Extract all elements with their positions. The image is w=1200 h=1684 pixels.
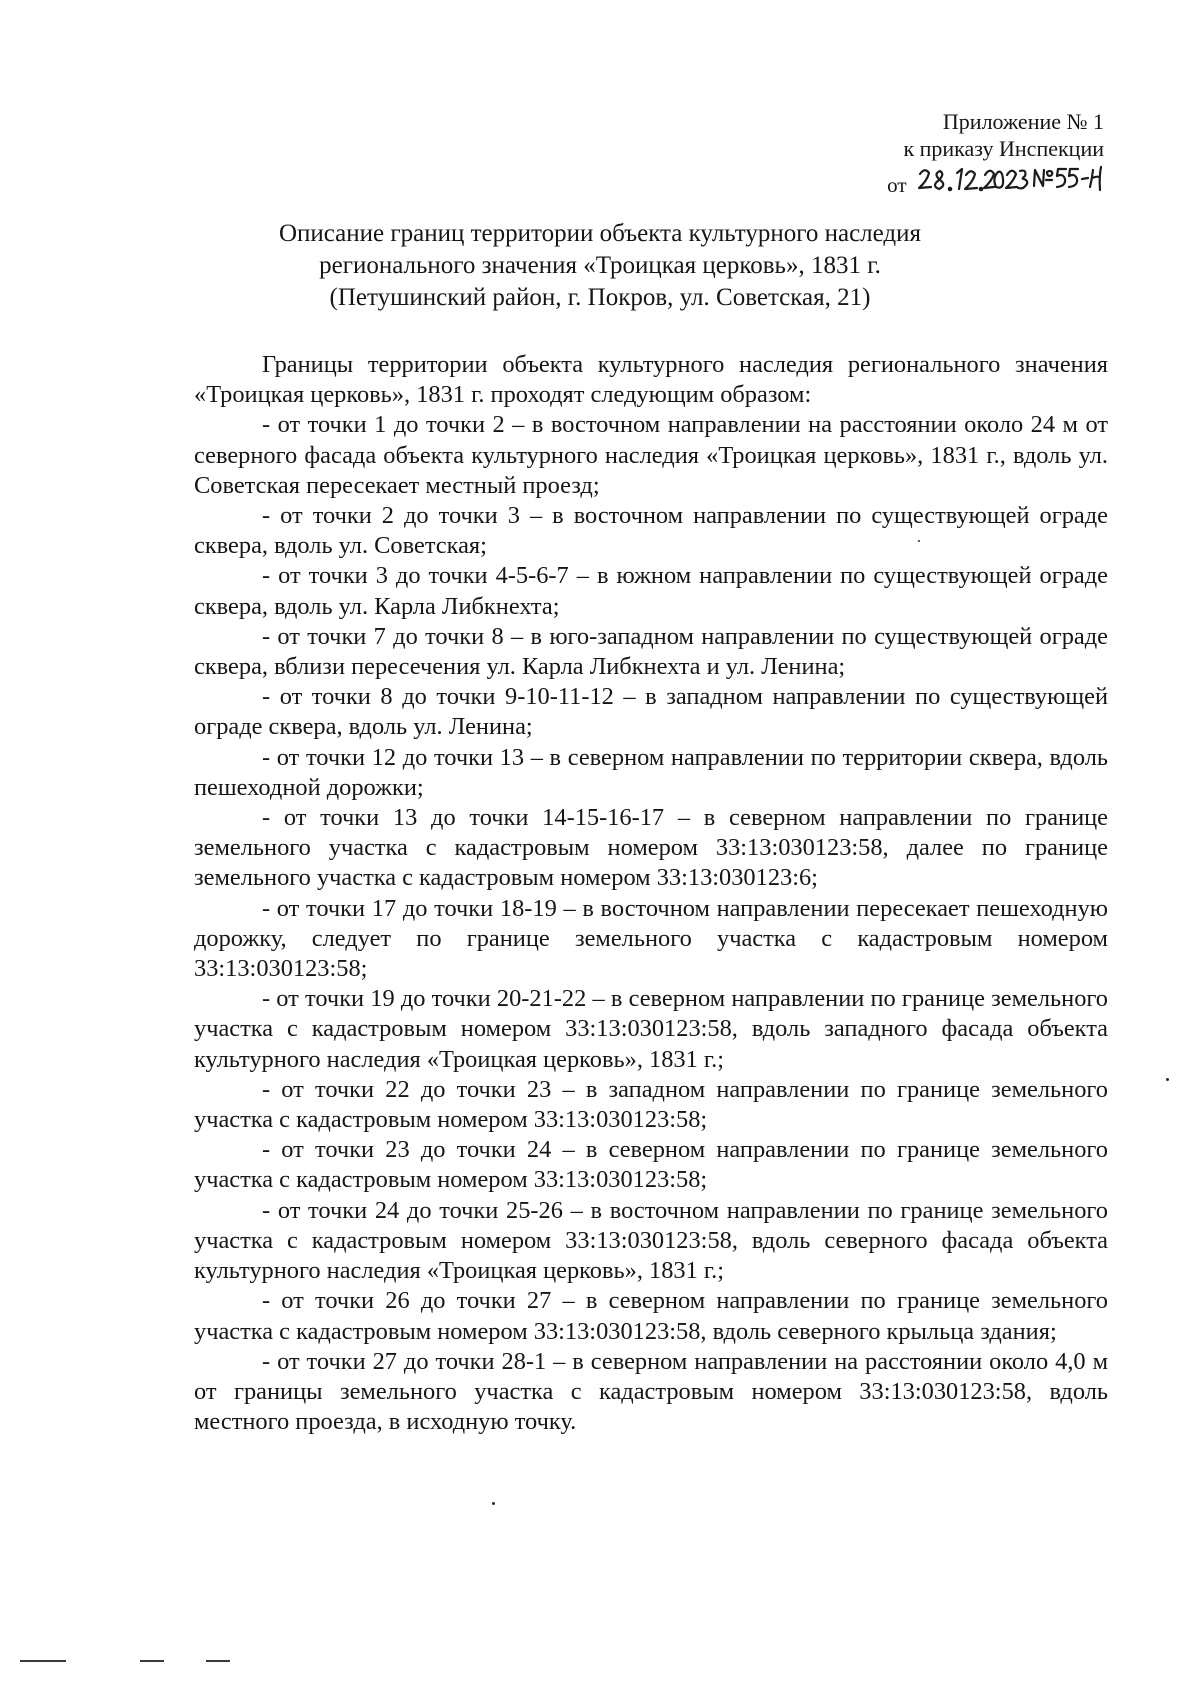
title-line-1: Описание границ территории объекта культурного наследия [278,220,922,247]
intro-paragraph: Границы территории объекта культурного наследия регионального значения «Троицкая церковь», 1831 г. проходят следующим образом: [194,351,1108,409]
boundary-segment-3-7: - от точки 3 до точки 4-5-6-7 – в южном направлении по существующей ограде сквера, вдоль ул. Карла Либкнехта; [194,562,1108,620]
document-title [190,218,1010,314]
boundary-segment-22-23: - от точки 22 до точки 23 – в западном направлении по границе земельного участка с кадастровым номером 33:13:030123:58; [194,1075,1108,1134]
document-body [194,350,1108,1437]
scan-speck [918,540,920,542]
appendix-order-reference: к приказу Инспекции [903,136,1104,161]
boundary-segment-24-26: - от точки 24 до точки 25-26 – в восточном направлении по границе земельного участка с кадастровым номером 33:13:030123:58, вдоль северного фасада объекта культурного наследия «Троицкая церковь», 1831 г.; [194,1196,1108,1285]
title-line-3: (Петушинский район, г. Покров, ул. Советская, 21) [329,284,871,311]
boundary-segment-26-27: - от точки 26 до точки 27 – в северном направлении по границе земельного участка с кадастровым номером 33:13:030123:58, вдоль северного крыльца здания; [194,1287,1108,1345]
scan-speck [1166,1078,1169,1081]
scan-speck [492,1502,495,1505]
boundary-segment-1-2: - от точки 1 до точки 2 – в восточном направлении на расстоянии около 24 м от северного фасада объекта культурного наследия «Троицкая церковь», 1831 г., вдоль ул. Советская пересекает местный проезд; [194,411,1108,499]
handwritten-date-number [914,162,1104,204]
boundary-segment-12-13: - от точки 12 до точки 13 – в северном направлении по территории сквера, вдоль пешеходной дорожки; [194,743,1108,801]
boundary-segment-2-3: - от точки 2 до точки 3 – в восточном направлении по существующей ограде сквера, вдоль ул. Советская; [194,502,1108,560]
boundary-segment-17-19: - от точки 17 до точки 18-19 – в восточном направлении пересекает пешеходную дорожку, следует по границе земельного участка с кадастровым номером 33:13:030123:58; [194,894,1108,983]
appendix-from-label: от [887,173,907,197]
boundary-segment-13-17: - от точки 13 до точки 14-15-16-17 – в северном направлении по границе земельного участка с кадастровым номером 33:13:030123:58, далее по границе земельного участка с кадастровым номером 33:13:030123:6; [194,804,1108,892]
scan-dash-mark [206,1660,230,1662]
boundary-segment-23-24: - от точки 23 до точки 24 – в северном направлении по границе земельного участка с кадастровым номером 33:13:030123:58; [194,1136,1108,1194]
boundary-segment-8-12: - от точки 8 до точки 9-10-11-12 – в западном направлении по существующей ограде сквера, вдоль ул. Ленина; [194,683,1108,741]
scan-dash-mark [140,1660,164,1662]
boundary-segment-7-8: - от точки 7 до точки 8 – в юго-западном направлении по существующей ограде сквера, вблизи пересечения ул. Карла Либкнехта и ул. Ленина; [194,622,1108,681]
title-line-2: регионального значения «Троицкая церковь», 1831 г. [319,252,881,279]
scan-dash-mark [20,1660,66,1662]
appendix-header [774,108,1104,204]
boundary-segment-27-1: - от точки 27 до точки 28-1 – в северном направлении на расстоянии около 4,0 м от границы земельного участка с кадастровым номером 33:13:030123:58, вдоль местного проезда, в исходную точку. [194,1347,1108,1436]
appendix-date-line [774,162,1104,204]
appendix-title: Приложение № 1 [942,109,1104,134]
boundary-segment-19-22: - от точки 19 до точки 20-21-22 – в северном направлении по границе земельного участка с кадастровым номером 33:13:030123:58, вдоль западного фасада объекта культурного наследия «Троицкая церковь», 1831 г.; [194,985,1108,1073]
